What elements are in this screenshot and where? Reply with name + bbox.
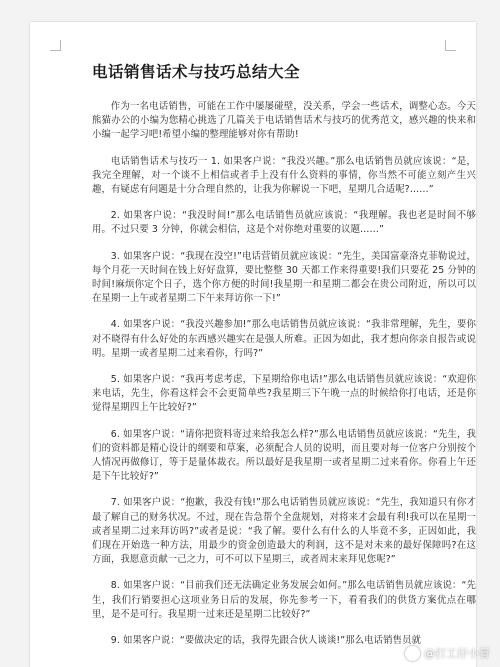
document-paragraph: 作为一名电话销售，可能在工作中屡屡碰壁，没关系，学会一些话术，调整心态。今天熊猫办公的小编为您精心挑选了几篇关于电话销售话术与技巧的优秀范文，感兴趣的快来和小编一起学习吧!希望小编的整理能够对你有帮助! <box>92 101 476 141</box>
document-paragraph: 8. 如果客户说：“目前我们还无法确定业务发展会如何。”那么电话销售员就应该说：“先生，我们行销要担心这项业务日后的发展，你先参考一下，看看我们的供货方案优点在哪里，是不是可行。我星期一过来还是星期二比较好?” <box>92 580 476 620</box>
document-paragraph: 9. 如果客户说：“要做决定的话，我得先跟合伙人谈谈!”那么电话销售员就 <box>110 635 422 647</box>
document-content <box>92 60 476 660</box>
document-paragraph: 7. 如果客户说：“抱歉，我没有钱!”那么电话销售员就应该说：“先生，我知道只有你才最了解自己的财务状况。不过，现在告急帮个全盘规划，对将来才会最有利!我可以在星期一或者星期二过来拜访吗?”或者是说：“我了解。要什么有什么的人毕竟不多，正因如此，我们现在开始选一种方法，用最少的资金创造最大的利润，这不是对未来的最好保障吗?在这方面，我愿意贡献一己之力，可不可以下星期三，或者周末来拜见您呢?” <box>92 497 476 566</box>
document-title: 电话销售话术与技巧总结大全 <box>92 63 301 81</box>
watermark <box>405 645 490 661</box>
document-paragraph: 6. 如果客户说：“请你把资料寄过来给我怎么样?”那么电话销售员就应该说：“先生，我们的资料都是精心设计的纲要和草案，必须配合人员的说明，而且要对每一位客户分别按个人情况再做修订，等于是量体裁衣。所以最好是我星期一或者星期二过来看你。你看上午还是下午比较好?” <box>92 428 476 483</box>
document-paragraph: 2. 如果客户说：“我没时间!”那么电话销售员就应该说：“我理解。我也老是时间不够用。不过只要 3 分钟，你就会相信，这是个对你绝对重要的议题……” <box>92 210 476 236</box>
document-page <box>30 22 476 667</box>
document-paragraph: 5. 如果客户说：“我再考虑考虑，下星期给你电话!”那么电话销售员就应该说：“欢迎你来电话，先生，你看这样会不会更简单些?我星期三下午晚一点的时候给你打电话，还是你觉得星期四上午比较好?” <box>92 374 476 414</box>
page-corner-mark-top-right <box>445 40 456 51</box>
document-paragraph: 3. 如果客户说：“我现在没空!”电话营销员就应该说：“先生，美国富豪洛克菲勒说过，每个月花一天时间在钱上好好盘算，要比整整 30 天都工作来得重要!我们只要花 25 分钟的时间!麻烦你定个日子，选个你方便的时间!我星期一和星期二都会在贵公司附近，所以可以在星期一上午或者星期二下午来拜访你一下!” <box>92 250 476 305</box>
watermark-text: @打工仔小冒 <box>424 647 490 660</box>
document-paragraph: 4. 如果客户说：“我没兴趣参加!”那么电话销售员就应该说：“我非常理解，先生，要你对不晓得有什么好处的东西感兴趣实在是强人所难。正因为如此，我才想向你亲自报告或说明。星期一或者星期二过来看你，行吗?” <box>92 319 476 359</box>
page-corner-mark-top-left <box>50 40 61 51</box>
watermark-logo-icon <box>405 646 420 661</box>
document-paragraph: 电话销售话术与技巧一 1. 如果客户说：“我没兴趣。”那么电话销售员就应该说：“是，我完全理解，对一个谈不上相信或者手上没有什么资料的事情，你当然不可能立刻产生兴趣，有疑虑有问题是十分合理自然的，让我为你解说一下吧，星期几合适呢?……” <box>92 155 476 196</box>
